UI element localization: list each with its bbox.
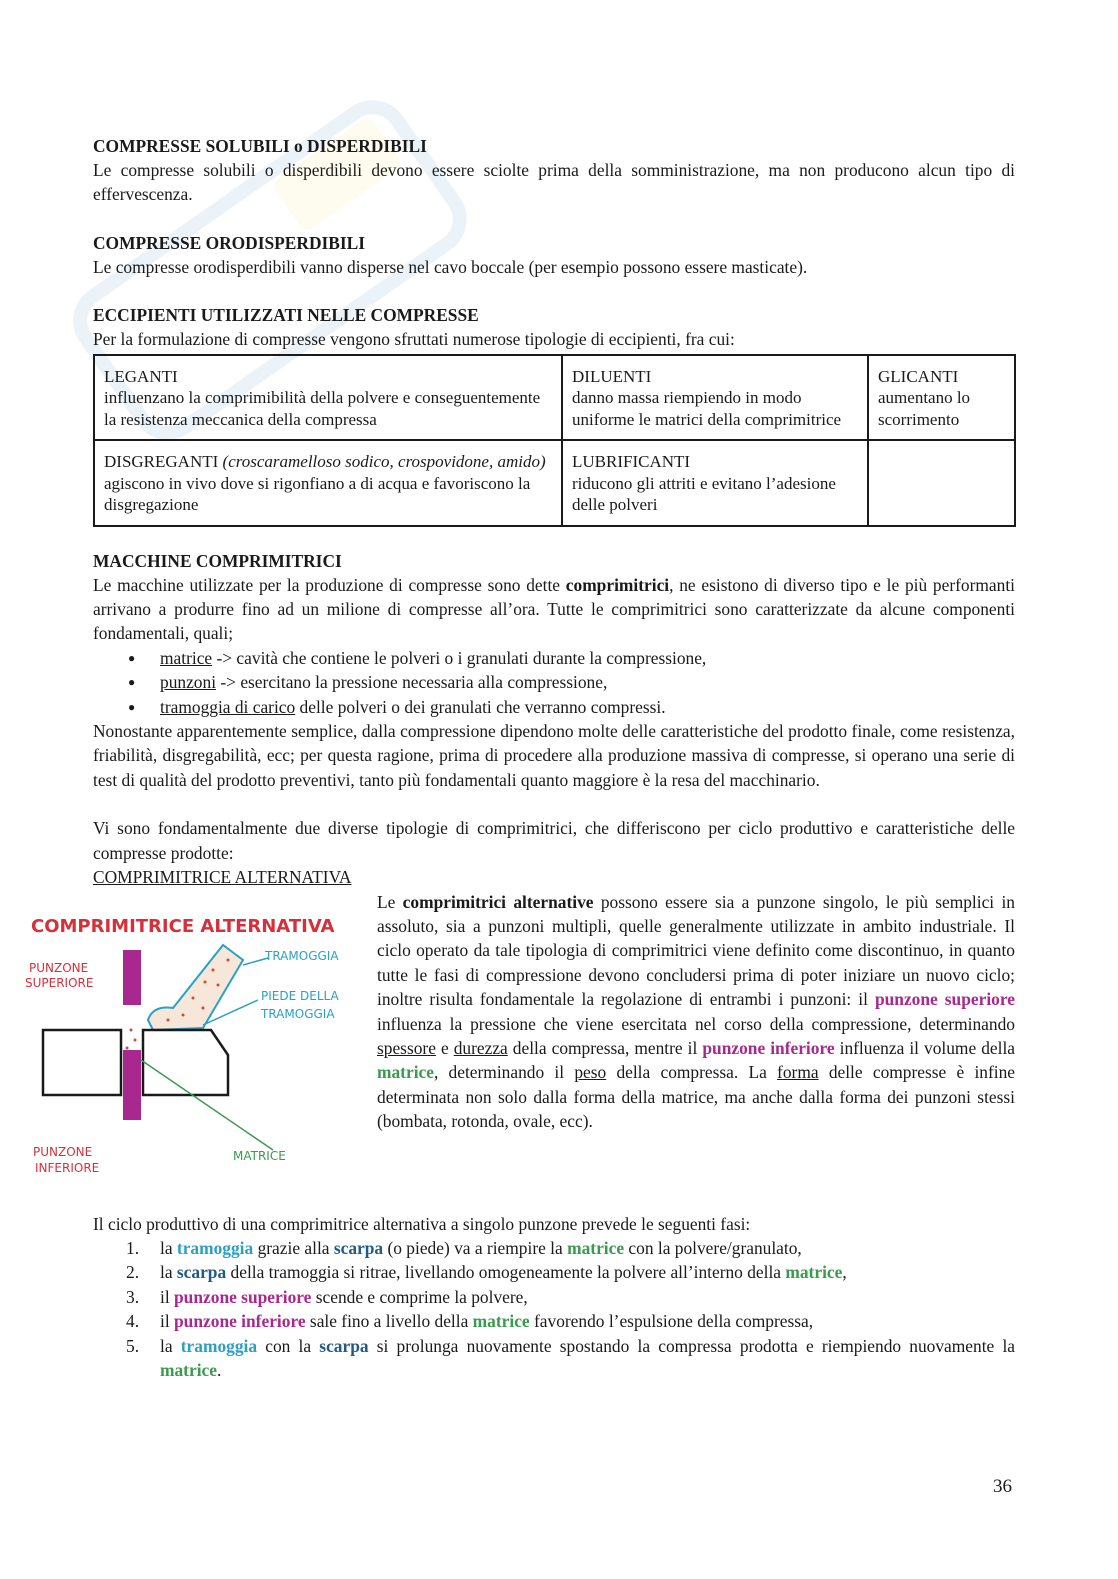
list-item: 2. la scarpa della tramoggia si ritrae, livellando omogeneamente la polvere all’interno della matrice, <box>126 1262 847 1283</box>
paragraph-solubili: Le compresse solubili o disperdibili devono essere sciolte prima della somministrazione, ma non producono alcun tipo di effervescenza. <box>93 160 1015 205</box>
hopper <box>148 945 243 1030</box>
cell-diluenti: DILUENTI danno massa riempiendo in modo uniforme le matrici della comprimitrice <box>562 355 868 441</box>
alternativa-figure <box>25 890 377 1190</box>
figure-title: COMPRIMITRICE ALTERNATIVA <box>31 915 335 937</box>
section-title-orodisperdibili: COMPRESSE ORODISPERDIBILI <box>93 232 366 253</box>
paragraph-macchine-1: Le macchine utilizzate per la produzione di compresse sono dette comprimitrici, ne esistono di diverso tipo e le più performanti arrivano a produrre fino ad un milione di compresse all’ora. Tutte le comprimitrici sono caratterizzate da alcune componenti fondamentali, quali; <box>93 574 1016 644</box>
excipients-table <box>93 354 1016 527</box>
svg-text:MATRICE: MATRICE <box>233 1148 286 1163</box>
svg-text:SUPERIORE: SUPERIORE <box>25 975 94 990</box>
alternativa-section <box>25 890 1016 1190</box>
paragraph-eccipienti-intro: Per la formulazione di compresse vengono sfruttati numerose tipologie di eccipienti, fra cui: <box>93 329 735 350</box>
svg-text:PUNZONE: PUNZONE <box>29 960 89 975</box>
list-item: 4. il punzone inferiore sale fino a livello della matrice favorendo l’espulsione della compressa, <box>126 1311 814 1332</box>
paragraph-macchine-2: Nonostante apparentemente semplice, dalla compressione dipendono molte delle caratteristiche del prodotto finale, come resistenza, friabilità, disgregabilità, ecc; per questa ragione, prima di procedere alla produzione massiva di compresse, si operano una serie di test di qualità del prodotto preventivi, tanto più fondamentali quanto maggiore è la resa del macchinario. <box>93 721 1015 790</box>
document-page <box>25 134 1016 1382</box>
cell-glicanti: GLICANTI aumentano lo scorrimento <box>868 355 1015 441</box>
svg-text:PUNZONE: PUNZONE <box>33 1144 93 1159</box>
list-item: ● tramoggia di carico delle polveri o dei granulati che verranno compressi. <box>160 695 1015 719</box>
svg-text:TRAMOGGIA: TRAMOGGIA <box>265 948 339 963</box>
page-number: 36 <box>993 1476 1012 1497</box>
svg-text:TRAMOGGIA: TRAMOGGIA <box>261 1006 335 1021</box>
paragraph-ciclo-intro: Il ciclo produttivo di una comprimitrice alternativa a singolo punzone prevede le seguenti fasi: <box>93 1213 751 1234</box>
cycle-steps-list <box>93 1236 1015 1382</box>
list-item: 3. il punzone superiore scende e comprime la polvere, <box>126 1286 528 1307</box>
paragraph-macchine-3: Vi sono fondamentalmente due diverse tipologie di comprimitrici, che differiscono per ciclo produttivo e caratteristiche delle compresse prodotte: <box>93 818 1015 863</box>
paragraph-orodisperdibili: Le compresse orodisperdibili vanno disperse nel cavo boccale (per esempio possono essere masticate). <box>93 256 808 277</box>
subtitle-alternativa: COMPRIMITRICE ALTERNATIVA <box>93 867 352 888</box>
list-item: 5. la tramoggia con la scarpa si prolunga nuovamente spostando la compressa prodotta e riempiendo nuovamente la matrice. <box>126 1335 1015 1380</box>
lower-punch <box>123 1050 141 1120</box>
list-item: ● punzoni -> esercitano la pressione necessaria alla compressione, <box>160 670 1015 694</box>
list-item: ● matrice -> cavità che contiene le polveri o i granulati durante la compressione, <box>160 646 1015 670</box>
list-item: 1. la tramoggia grazie alla scarpa (o piede) va a riempire la matrice con la polvere/granulato, <box>126 1237 802 1258</box>
svg-text:INFERIORE: INFERIORE <box>35 1160 100 1175</box>
cell-leganti: LEGANTI influenzano la comprimibilità della polvere e conseguentemente la resistenza meccanica della compressa <box>94 355 562 441</box>
comprimitrice-diagram <box>25 890 377 1190</box>
cell-empty <box>868 440 1015 526</box>
upper-punch <box>123 950 141 1005</box>
cell-disgreganti: DISGREGANTI (croscaramelloso sodico, crospovidone, amido) agiscono in vivo dove si rigonfiano a di acqua e favoriscono la disgregazione <box>94 440 562 526</box>
svg-text:PIEDE DELLA: PIEDE DELLA <box>261 988 339 1003</box>
paragraph-alternativa: Le comprimitrici alternative possono essere sia a punzone singolo, le più semplici in assoluto, sia a punzoni multipli, quelle generalmente utilizzate in ambito industriale. Il ciclo operato da tale tipologia di comprimitrici viene definito come discontinuo, in quanto tutte le fasi di compressione devono concludersi prima di poter iniziare un nuovo ciclo; inoltre risulta fondamentale la regolazione di entrambi i punzoni: il punzone superiore influenza la pressione che viene esercitata nel corso della compressione, determinando spessore e durezza della compressa, mentre il punzone inferiore influenza il volume della matrice, determinando il peso della compressa. La forma delle compresse è infine determinata non solo dalla forma della matrice, ma anche dalla forma dei punzoni stessi (bombata, rotonda, ovale, ecc). <box>377 891 1016 1132</box>
components-list <box>93 646 1015 719</box>
cell-lubrificanti: LUBRIFICANTI riducono gli attriti e evitano l’adesione delle polveri <box>562 440 868 526</box>
section-title-solubili: COMPRESSE SOLUBILI o DISPERDIBILI <box>93 136 427 156</box>
section-title-eccipienti: ECCIPIENTI UTILIZZATI NELLE COMPRESSE <box>93 305 479 326</box>
section-title-macchine: MACCHINE COMPRIMITRICI <box>93 550 342 571</box>
